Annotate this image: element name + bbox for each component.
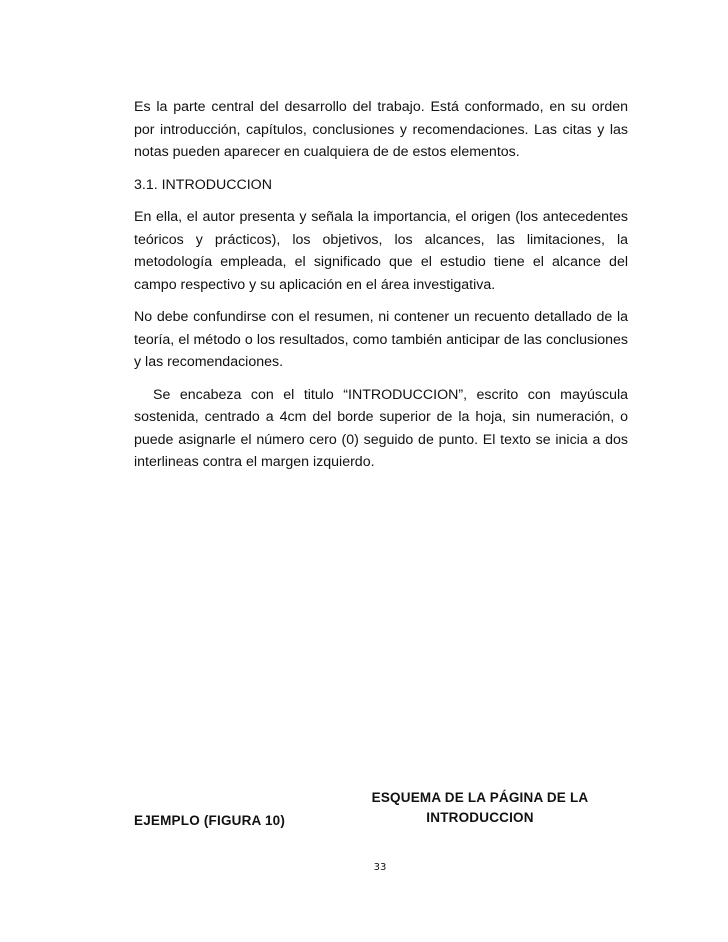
section-heading: 3.1. INTRODUCCION [134,176,272,193]
paragraph-intro: Es la parte central del desarrollo del trabajo. Está conformado, en su orden por introducción, capítulos, conclusiones y recomendaciones. Las citas y las notas pueden aparecer en cualquiera de de estos elementos. [134,99,628,160]
paragraph-format: Se encabeza con el titulo “INTRODUCCION”, escrito con mayúscula sostenida, centrado a 4cm del borde superior de la hoja, sin numeración, o puede asignarle el número cero (0) seguido de punto. El texto se inicia a dos interlineas contra el margen izquierdo. [134,386,632,470]
paragraph-description: En ella, el autor presenta y señala la importancia, el origen (los antecedentes teóricos y prácticos), los objetivos, los alcances, las limitaciones, la metodología empleada, el significado que el estudio tiene el alcance del campo respectivo y su aplicación en el área investigativa. [134,209,628,293]
paragraph-warning: No debe confundirse con el resumen, ni contener un recuento detallado de la teoría, el método o los resultados, como también anticipar de las conclusiones y las recomendaciones. [134,309,628,370]
page-number: 33 [373,862,387,873]
schema-title-line-1: ESQUEMA DE LA PÁGINA DE LA [371,790,589,805]
document-body [134,96,632,484]
schema-title-line-2: INTRODUCCION [426,810,534,825]
schema-title [356,789,604,827]
example-label: EJEMPLO (FIGURA 10) [134,813,286,828]
